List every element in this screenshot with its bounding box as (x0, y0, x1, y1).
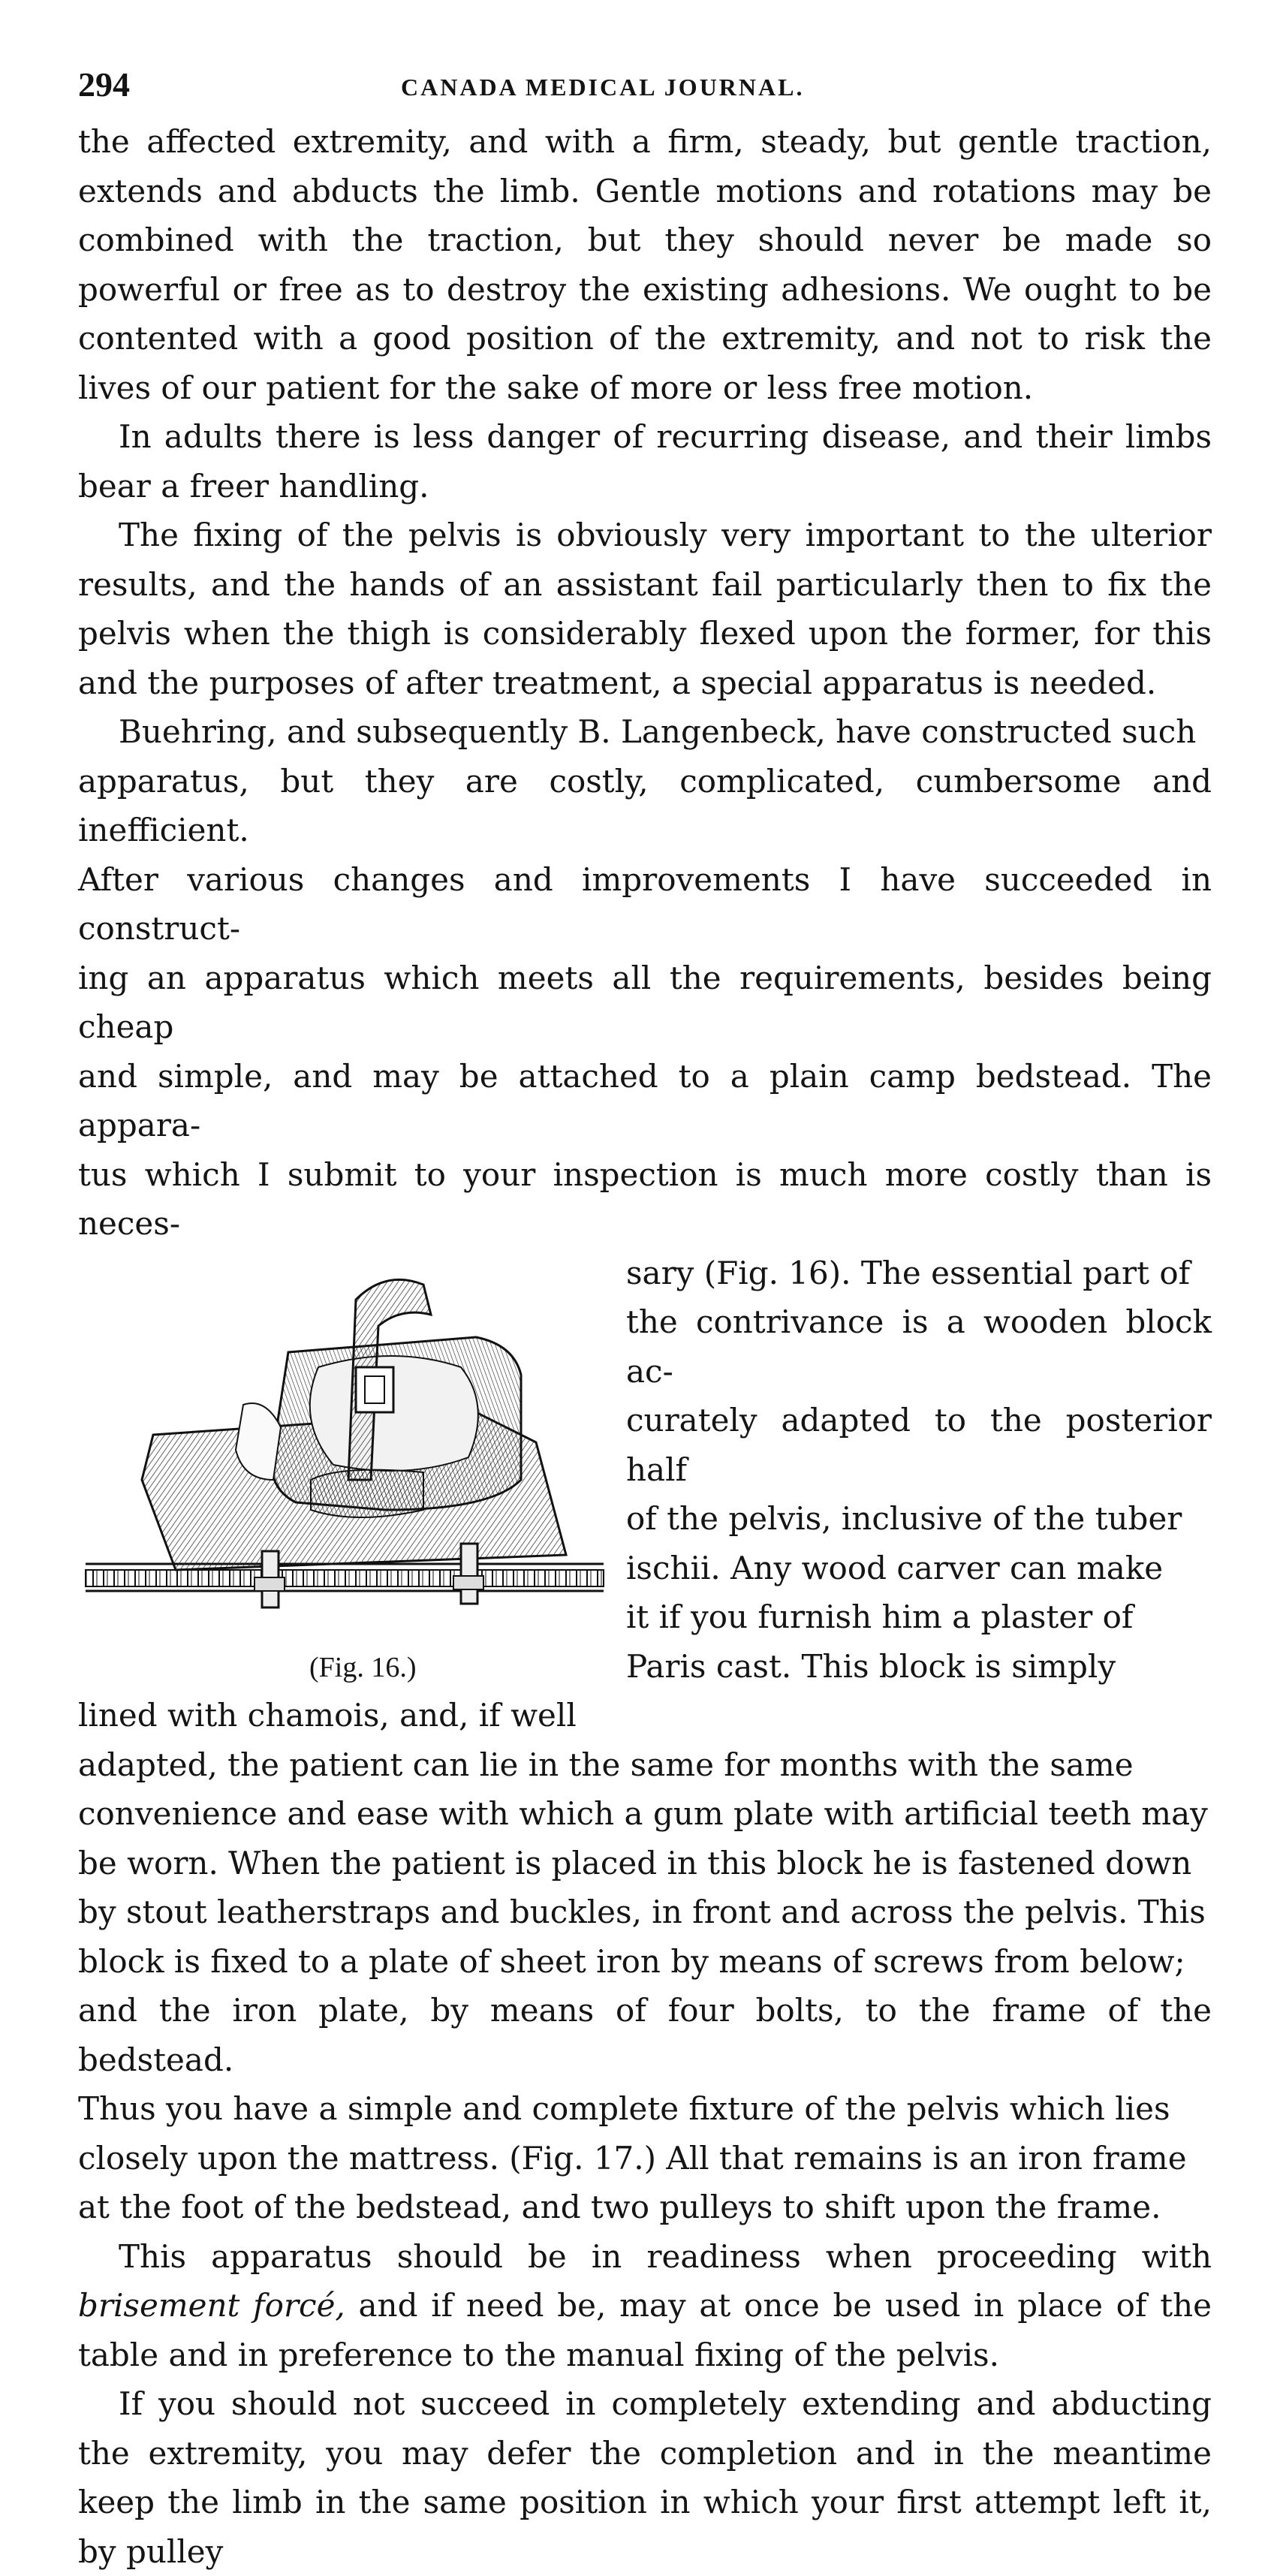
p4-line: convenience and ease with which a gum plate with artificial teeth may (78, 1795, 1208, 1832)
paragraph-4 (78, 707, 1212, 2232)
page-header (78, 65, 1212, 117)
page-number: 294 (78, 65, 130, 104)
paragraph-2: In adults there is less danger of recurring disease, and their limbs bear a freer handling. (78, 418, 1212, 505)
body-text (78, 117, 1212, 2576)
page (78, 65, 1212, 2576)
p4-line: Thus you have a simple and complete fixture of the pelvis which lies (78, 2090, 1170, 2127)
p4-line: ischii. Any wood carver can make (626, 1549, 1164, 1586)
p4-line: Buehring, and subsequently B. Langenbeck, have constructed such (119, 713, 1197, 750)
p4-line: block is fixed to a plate of sheet iron by means of screws from below; (78, 1942, 1185, 1980)
p4-line: closely upon the mattress. (Fig. 17.) All that remains is an iron frame (78, 2139, 1187, 2177)
p4-line: at the foot of the bedstead, and two pulleys to shift upon the frame. (78, 2189, 1161, 2225)
figure-caption: (Fig. 16.) (309, 1651, 417, 1683)
figure-16 (71, 1255, 610, 1683)
running-title: CANADA MEDICAL JOURNAL. (401, 74, 805, 101)
p4-line: lined with chamois, and, if well (78, 1697, 577, 1734)
p4-line: be worn. When the patient is placed in this block he is fastened down (78, 1844, 1192, 1882)
paragraph-3: The fixing of the pelvis is obviously very important to the ulterior results, and the hands of an assistant fail particularly then to fix the pelvis when the thigh is considerably flexed upon the former, for this and the purposes of after treatment, a special apparatus is needed. (78, 517, 1212, 701)
p5-text-start: This apparatus should be in readiness when proceeding with (119, 2237, 1212, 2275)
p4-line: by stout leatherstraps and buckles, in front and across the pelvis. This (78, 1894, 1206, 1930)
paragraph-1: the affected extremity, and with a firm, steady, but gentle traction, extends and abducts the limb. Gentle motions and rotations may be combined with the traction, but they should never be made so powerful or free as to destroy the existing adhesions. We ought to be contented with a good position of the extremity, and not to risk the lives of our patient for the sake of more or less free motion. (78, 123, 1212, 406)
paragraph-5 (78, 2232, 1212, 2380)
p4-line: and the iron plate, by means of four bolts, to the frame of the bedstead. (78, 1992, 1212, 2078)
p5-text-end: and if need be, may at once be used in place of the table and in preference to the manual fixing of the pelvis. (78, 2287, 1212, 2373)
p4-line: it if you furnish him a plaster of (626, 1598, 1134, 1635)
p5-italic-term: brisement forcé, (78, 2287, 345, 2324)
p4-line: of the pelvis, inclusive of the tuber (626, 1500, 1182, 1537)
p4-line: the contrivance is a wooden block ac- (626, 1303, 1212, 1390)
pelvic-block-apparatus-illustration (71, 1255, 610, 1645)
p4-line: apparatus, but they are costly, complicated, cumbersome and inefficient. (78, 762, 1212, 848)
p4-line: curately adapted to the posterior half (626, 1402, 1212, 1488)
p4-line: adapted, the patient can lie in the same for months with the same (78, 1746, 1134, 1783)
paragraph-6: If you should not succeed in completely extending and abducting the extremity, you may defer the completion and in the meantime keep the limb in the same position in which your first attempt left it, by pulley (78, 2385, 1212, 2570)
p4-line: and simple, and may be attached to a plain camp bedstead. The appara- (78, 1057, 1212, 1143)
p4-line: Paris cast. This block is simply (626, 1647, 1116, 1685)
p4-line: After various changes and improvements I have succeeded in construct- (78, 860, 1212, 947)
p4-line: ing an apparatus which meets all the requirements, besides being cheap (78, 959, 1212, 1045)
p4-line: sary (Fig. 16). The essential part of (626, 1254, 1191, 1291)
p4-line: tus which I submit to your inspection is much more costly than is neces- (78, 1155, 1212, 1242)
